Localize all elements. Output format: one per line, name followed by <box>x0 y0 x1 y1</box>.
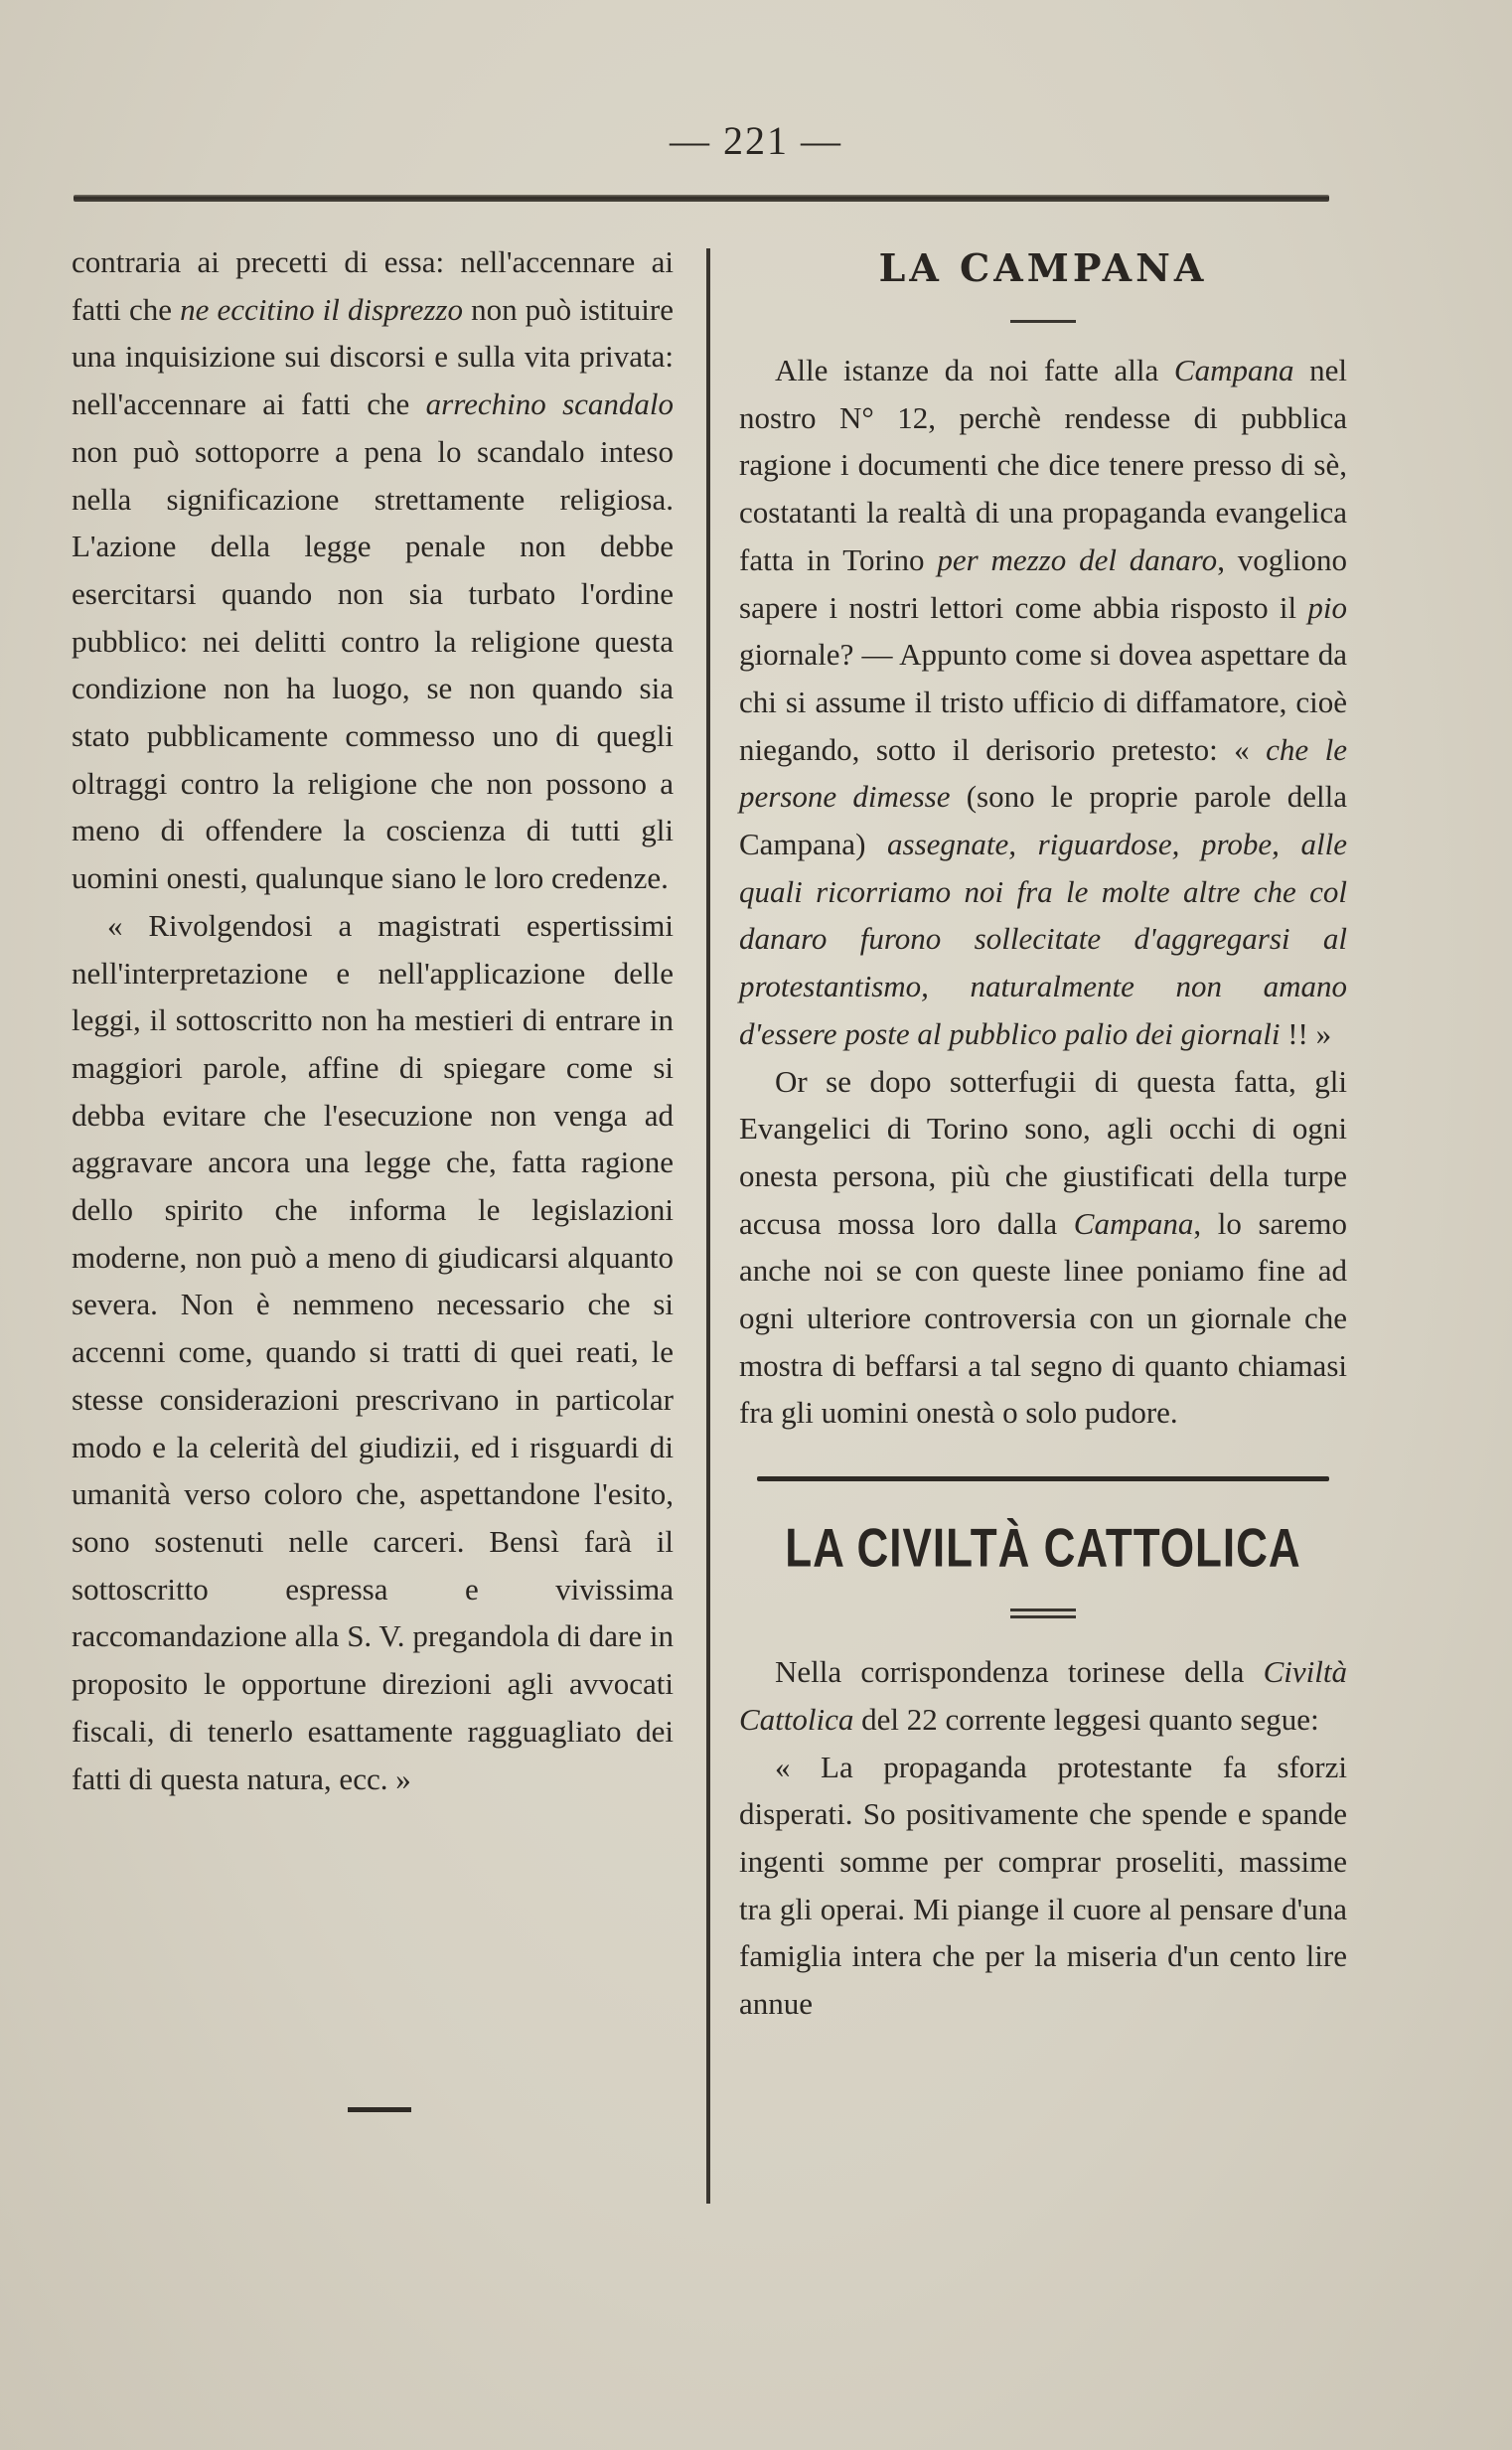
text-run: , vogliono sapere i nostri lettori come abbia risposto il <box>739 541 1347 625</box>
text-run: Or se dopo sotterfugii di questa fatta, gli Evangelici di Torino sono, agli occhi di ogni onesta persona, più che giustificati della turpe accusa mossa loro dalla <box>739 1063 1347 1241</box>
page-number: — 221 — <box>670 118 842 163</box>
text-run: contraria ai precetti di essa: nell'accennare ai fatti che <box>72 244 674 327</box>
text-run: (sono le proprie parole della Campana) <box>739 779 1347 862</box>
column-end-rule <box>348 2107 411 2112</box>
italic-text-run: Civiltà Cattolica <box>739 1654 1347 1737</box>
italic-text-run: arrechino scandalo <box>425 386 675 422</box>
text-run: !! » <box>1280 1015 1332 1051</box>
text-run: Alle istanze da noi fatte alla <box>775 353 1174 387</box>
civilta-paragraph-1 <box>739 1648 1347 1743</box>
header-rule <box>74 195 1329 202</box>
section-title-la-campana: LA CAMPANA <box>878 245 1208 290</box>
text-run: « La propaganda protestante fa sforzi disperati. So positivamente che spende e spande ingenti somme per comprar proseliti, massime tra gli operai. Mi piange il cuore al pensare d'una famiglia intera che per la miseria d'un cento lire annue <box>739 1749 1347 2022</box>
right-column <box>739 238 1347 2028</box>
civilta-paragraph-2 <box>739 1744 1347 2028</box>
text-run: del 22 corrente leggesi quanto segue: <box>853 1701 1319 1737</box>
text-run: « Rivolgendosi a magistrati espertissimi nell'interpretazione e nell'applicazione delle leggi, il sottoscritto non ha mestieri di entrare in maggiori parole, affine di spiegare come si debba evitare che l'esecuzione non venga ad aggravare ancora una legge che, fatta ragione dello spirito che informa le legislazioni moderne, non può a meno di giudicarsi alquanto severa. Non è nemmeno necessario che si accenni come, quando si tratti di quei reati, le stesse considerazioni prescrivano in particolar modo e la celerità del giudizii, ed i risguardi di umanità verso coloro che, aspettandone l'esito, sono sostenuti nelle carceri. Bensì farà il sottoscritto espressa e vivissima raccomandazione alla S. V. pregandola di dare in proposito le opportune direzioni agli avvocati fiscali, di tenerlo esattamente ragguagliato dei fatti di questa natura, ecc. » <box>72 907 674 1796</box>
text-run: nel nostro N° 12, perchè rendesse di pubblica ragione i documenti che dice tenere presso di sè, costatanti la realtà di una propaganda evangelica fatta in Torino <box>739 353 1348 577</box>
title-double-rule <box>1010 1608 1076 1618</box>
campana-paragraph-2 <box>739 1058 1347 1438</box>
italic-text-run: per mezzo del danaro <box>937 541 1218 577</box>
italic-text-run: Campana <box>1073 1205 1194 1241</box>
italic-text-run: che le persone dimesse <box>739 731 1347 815</box>
title-rule <box>1010 320 1076 323</box>
campana-paragraph-1 <box>739 347 1347 1058</box>
left-column <box>72 238 674 1802</box>
italic-text-run: assegnate, riguardose, probe, alle quali ricorriamo noi fra le molte altre che col danaro furono sollecitate d'aggregarsi al protestantismo, naturalmente non amano d'essere poste al pubblico palio dei giornali <box>739 827 1347 1051</box>
section-title-civilta-cattolica: LA CIVILTÀ CATTOLICA <box>785 1517 1301 1580</box>
text-run: giornale? — Appunto come si dovea aspettare da chi si assume il tristo ufficio di diffamatore, cioè niegando, sotto il derisorio pretesto: « <box>739 637 1347 767</box>
text-run: non può istituire una inquisizione sui discorsi e sulla vita privata: nell'accennare ai fatti che <box>72 291 674 422</box>
text-run: Nella corrispondenza torinese della <box>775 1654 1264 1690</box>
italic-text-run: pio <box>1307 589 1347 625</box>
left-paragraph-2 <box>72 902 674 1802</box>
italic-text-run: ne eccitino il disprezzo <box>180 291 463 327</box>
italic-text-run: Campana <box>1173 353 1294 387</box>
column-divider <box>706 248 710 2204</box>
left-paragraph-1 <box>72 238 674 902</box>
text-run: , lo saremo anche noi se con queste linee poniamo fine ad ogni ulteriore controversia con un giornale che mostra di beffarsi a tal segno di quanto chiamasi fra gli uomini onestà o solo pudore. <box>739 1205 1347 1431</box>
text-run: non può sottoporre a pena lo scandalo inteso nella significazione strettamente religiosa. L'azione della legge penale non debbe esercitarsi quando non sia turbato l'ordine pubblico: nei delitti contro la religione questa condizione non ha luogo, se non quando sia stato pubblicamente commesso uno di quegli oltraggi contro la religione che non possono a meno di offendere la coscienza di tutti gli uomini onesti, qualunque siano le loro credenze. <box>72 433 674 896</box>
section-separator-rule <box>757 1476 1329 1481</box>
